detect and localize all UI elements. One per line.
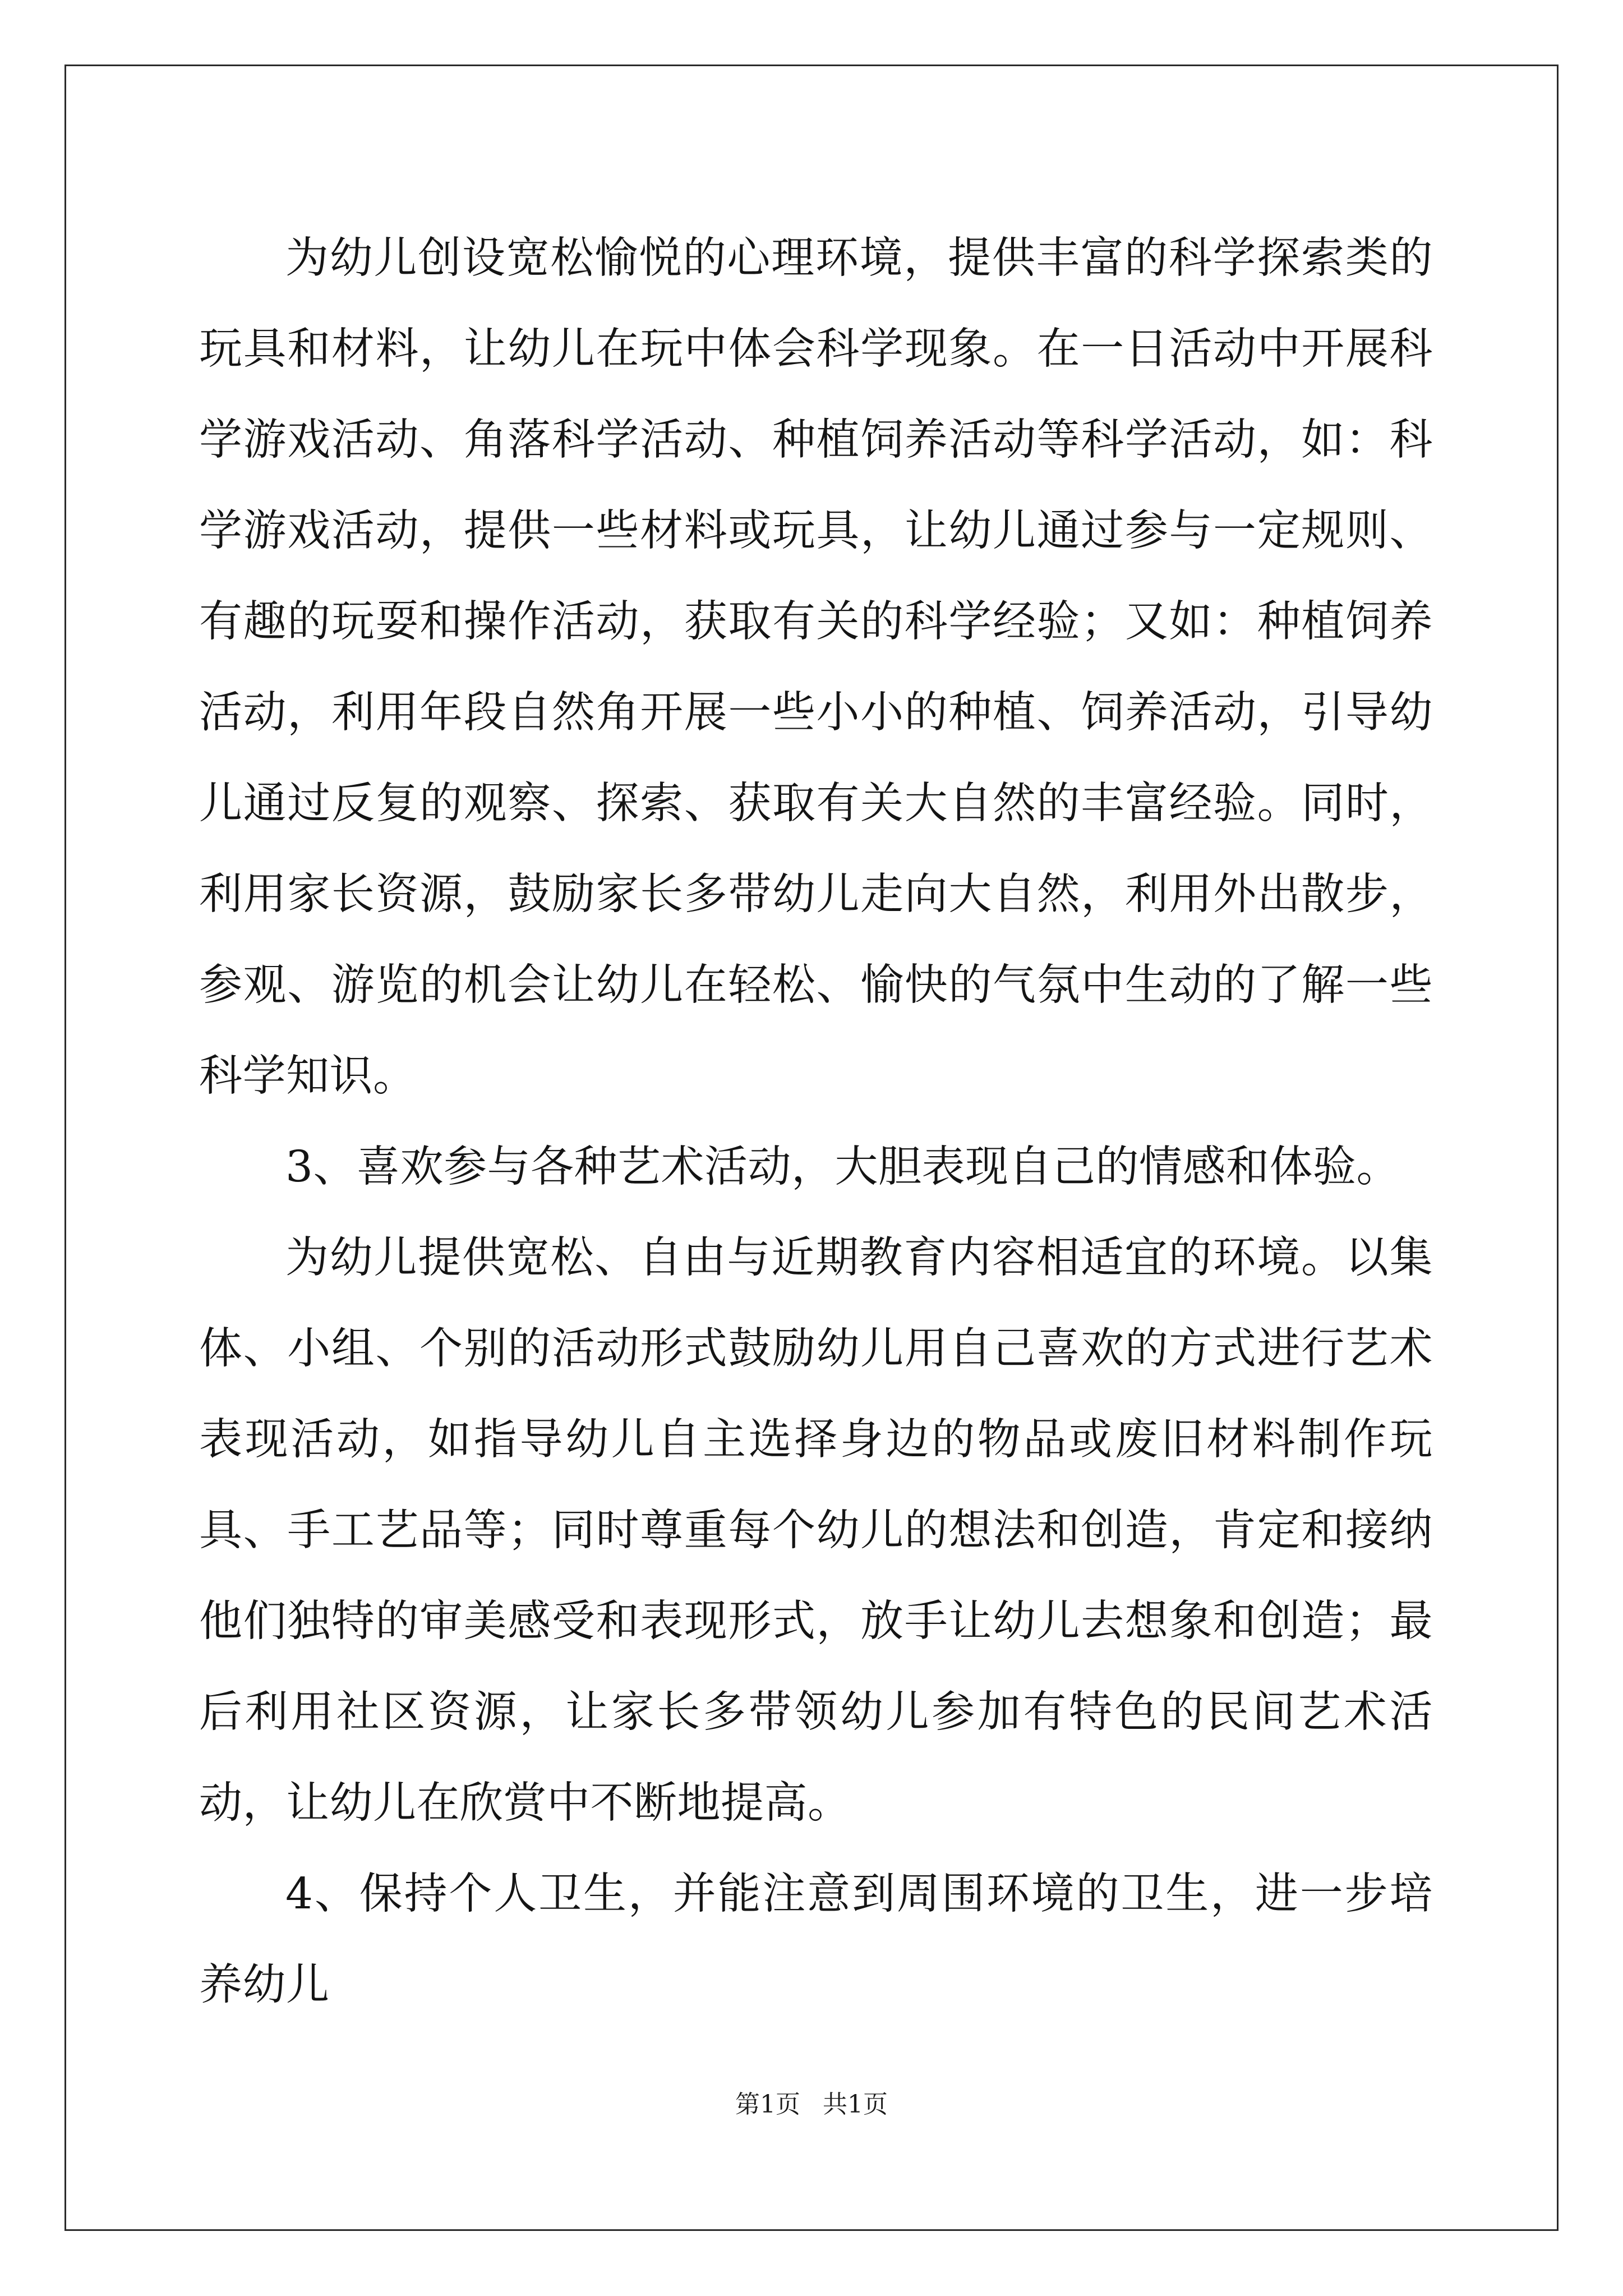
paragraph-art-environment: 为幼儿提供宽松、自由与近期教育内容相适宜的环境。以集体、小组、个别的活动形式鼓励幼儿用自己喜欢的方式进行艺术表现活动，如指导幼儿自主选择身边的物品或废旧材料制作玩具、手工艺品等；同时尊重每个幼儿的想法和创造，肯定和接纳他们独特的审美感受和表现形式，放手让幼儿去想象和创造；最后利用社区资源，让家长多带领幼儿参加有特色的民间艺术活动，让幼儿在欣赏中不断地提高。 xyxy=(199,1233,1433,1828)
paragraph-heading-art-activities: 3、喜欢参与各种艺术活动，大胆表现自己的情感和体验。 xyxy=(285,1142,1400,1192)
paragraph-heading-hygiene: 4、保持个人卫生，并能注意到周围环境的卫生，进一步培养幼儿 xyxy=(199,1869,1433,2010)
page-total: 共1页 xyxy=(823,2090,888,2119)
paragraph-science-environment: 为幼儿创设宽松愉悦的心理环境，提供丰富的科学探索类的玩具和材料，让幼儿在玩中体会科学现象。在一日活动中开展科学游戏活动、角落科学活动、种植饲养活动等科学活动，如：科学游戏活动，提供一些材料或玩具，让幼儿通过参与一定规则、有趣的玩耍和操作活动，获取有关的科学经验；又如：种植饲养活动，利用年段自然角开展一些小小的种植、饲养活动，引导幼儿通过反复的观察、探索、获取有关大自然的丰富经验。同时，利用家长资源，鼓励家长多带幼儿走向大自然，利用外出散步，参观、游览的机会让幼儿在轻松、愉快的气氛中生动的了解一些科学知识。 xyxy=(199,233,1433,1101)
page-number: 第1页 xyxy=(735,2090,800,2119)
document-body xyxy=(199,213,1433,2031)
page-footer xyxy=(0,2088,1623,2122)
